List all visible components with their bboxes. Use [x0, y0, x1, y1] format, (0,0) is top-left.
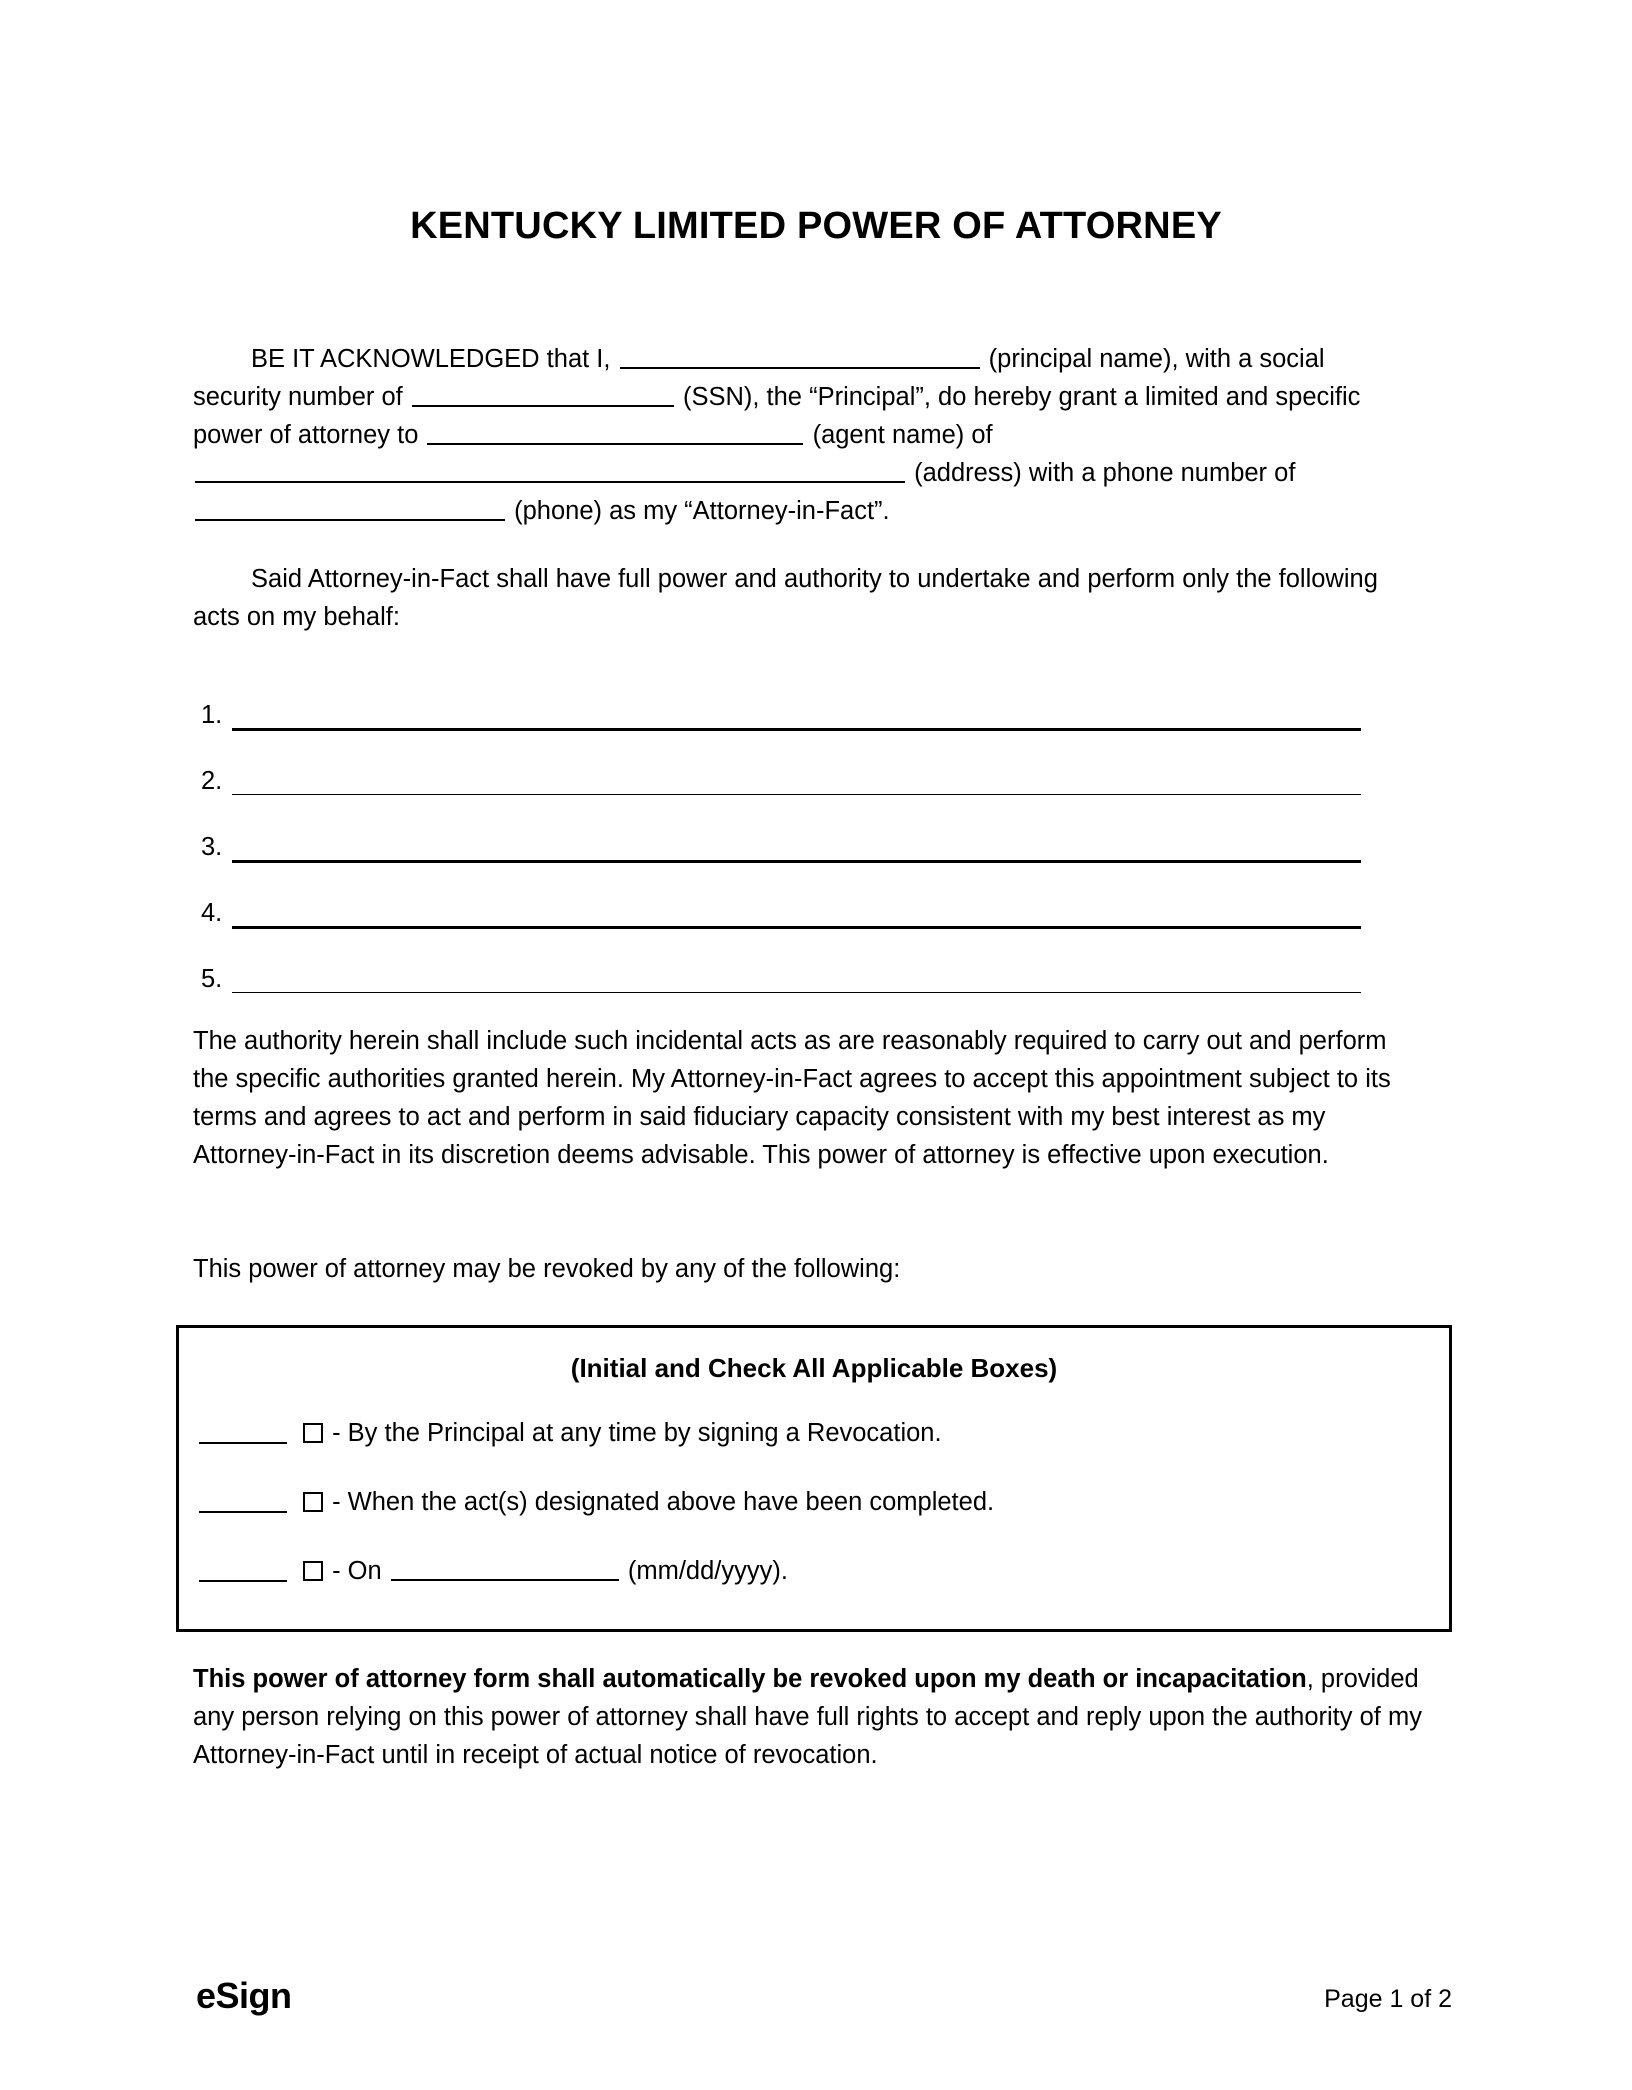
act-number: 4.: [201, 899, 223, 927]
closing-paragraph: [193, 1660, 1428, 1774]
act-number: 3.: [201, 833, 223, 861]
initials-field-2[interactable]: [199, 1488, 287, 1514]
agent-phone-field[interactable]: [195, 495, 505, 521]
page-title: KENTUCKY LIMITED POWER OF ATTORNEY: [410, 205, 1222, 248]
list-item: [201, 690, 1361, 756]
revocation-option-row: [199, 1554, 1429, 1623]
ssn-field[interactable]: [412, 381, 674, 407]
address-prefix-text: name) of: [891, 421, 993, 449]
page-number: Page 1 of 2: [1324, 1985, 1452, 2013]
revocation-box-title: (Initial and Check All Applicable Boxes): [570, 1353, 1058, 1383]
checkbox-acts-completed[interactable]: [303, 1492, 323, 1512]
initials-field-1[interactable]: [199, 1419, 287, 1445]
esign-logo: eSign: [196, 1975, 292, 2016]
revocation-option-row: [199, 1416, 1429, 1485]
act-number: 5.: [201, 965, 223, 993]
acts-list: [201, 690, 1361, 1020]
revocation-date-format-label: (mm/dd/yyyy).: [627, 1557, 788, 1585]
authority-paragraph: [193, 560, 1418, 636]
agent-address-field[interactable]: [195, 457, 905, 483]
list-item: [201, 822, 1361, 888]
list-item: [201, 756, 1361, 822]
agent-name-label: (agent: [812, 421, 885, 449]
revocation-intro: This power of attorney may be revoked by any of the following:: [193, 1255, 901, 1283]
closing-rest-text: , provided any person relying on this power of attorney shall have full rights to accept and reply upon the authority of my Attorney-in-Fact until in receipt of actual notice of revocation.: [193, 1665, 1422, 1769]
act-line-4-field[interactable]: [232, 926, 1361, 929]
closing-bold-text: This power of attorney form shall automatically be revoked upon my death or incapacitation: [193, 1665, 1307, 1693]
principal-name-field[interactable]: [620, 343, 980, 369]
revocation-date-field[interactable]: [391, 1555, 619, 1581]
act-number: 2.: [201, 767, 223, 795]
principal-name-label: (principal name),: [988, 345, 1179, 373]
checkbox-principal-revocation[interactable]: [303, 1423, 323, 1443]
acknowledgement-paragraph: [193, 340, 1418, 530]
initials-field-3[interactable]: [199, 1557, 287, 1583]
ssn-label: (SSN), the “Principal”, do hereby: [682, 383, 1052, 411]
revocation-option-label: - By the Principal at any time by signing a Revocation.: [332, 1419, 942, 1447]
phone-prefix-text: phone number of: [1102, 459, 1296, 487]
revocation-option-row: [199, 1485, 1429, 1554]
act-line-2-field[interactable]: [232, 794, 1361, 795]
revocation-option-rows: [199, 1416, 1429, 1623]
act-line-1-field[interactable]: [232, 728, 1361, 731]
address-label: (address) with a: [914, 459, 1096, 487]
agent-prefix-text: grant a limited and specific power of attorney to: [193, 383, 1361, 449]
phone-label: (phone) as my “Attorney-in-Fact”.: [514, 497, 890, 525]
revocation-date-prefix: - On: [332, 1557, 382, 1585]
acknowledgement-lead-text: BE IT ACKNOWLEDGED that I,: [251, 345, 611, 373]
authority-text: Said Attorney-in-Fact shall have full power and authority to undertake and perform only the following acts on my behalf:: [193, 565, 1378, 631]
list-item: [201, 954, 1361, 1020]
incidental-paragraph: The authority herein shall include such incidental acts as are reasonably required to carry out and perform the specific authorities granted herein. My Attorney-in-Fact agrees to accept this appointment subject to its terms and agrees to act and perform in said fiduciary capacity consistent with my best interest as my Attorney-in-Fact in its discretion deems advisable. This power of attorney is effective upon execution.: [193, 1027, 1391, 1169]
ssn-prefix-text: with a social security number of: [193, 345, 1325, 411]
revocation-options-box: [176, 1325, 1452, 1632]
checkbox-on-date[interactable]: [303, 1561, 323, 1581]
list-item: [201, 888, 1361, 954]
acknowledgement-section: [193, 340, 1418, 636]
spacer: [193, 530, 1418, 560]
act-number: 1.: [201, 701, 223, 729]
revocation-option-label: - When the act(s) designated above have been completed.: [332, 1488, 995, 1516]
incidental-section: [193, 1022, 1423, 1174]
act-line-3-field[interactable]: [232, 860, 1361, 863]
act-line-5-field[interactable]: [232, 992, 1361, 993]
agent-name-field[interactable]: [427, 419, 803, 445]
